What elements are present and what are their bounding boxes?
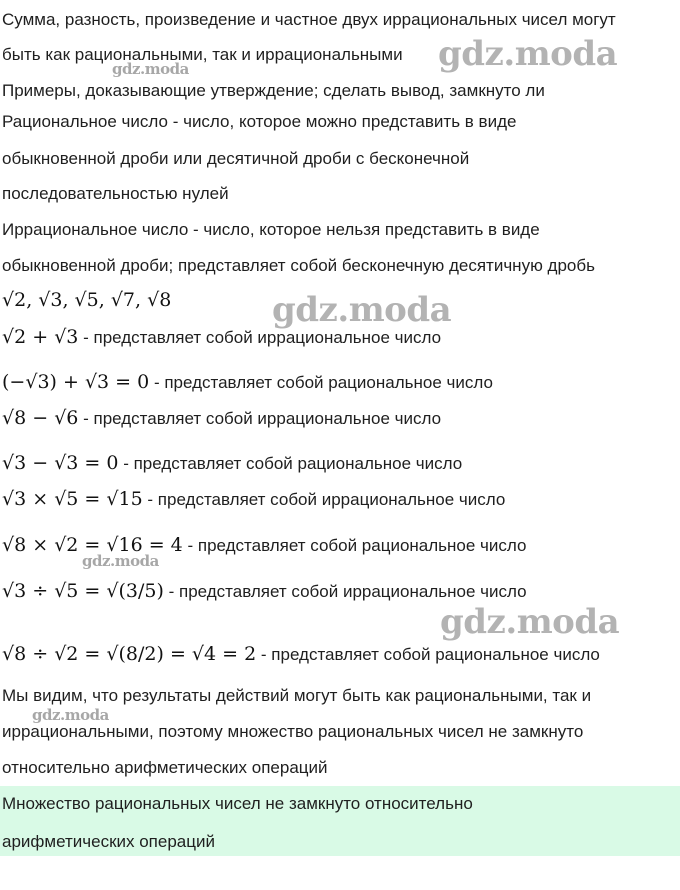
example-2-text: - представляет собой рациональное число bbox=[149, 373, 493, 392]
watermark: gdz.moda bbox=[438, 34, 618, 74]
answer-line-1: Множество рациональных чисел не замкнуто относительно bbox=[2, 794, 473, 813]
example-5 bbox=[2, 489, 680, 510]
watermark: gdz.moda bbox=[82, 552, 159, 570]
watermark: gdz.moda bbox=[272, 290, 452, 330]
answer-line-2: арифметических операций bbox=[2, 832, 215, 851]
example-6-expr: √8 × √2 = √16 = 4 bbox=[2, 535, 183, 556]
watermark: gdz.moda bbox=[440, 602, 620, 642]
intro-line-1: Сумма, разность, произведение и частное двух иррациональных чисел могут bbox=[2, 10, 616, 29]
intro-line-3: Примеры, доказывающие утверждение; сделать вывод, замкнуто ли bbox=[2, 81, 545, 100]
intro-line-5: обыкновенной дроби или десятичной дроби с бесконечной bbox=[2, 149, 470, 168]
roots-list-expr: √2, √3, √5, √7, √8 bbox=[2, 290, 172, 311]
conclusion-line-1: Мы видим, что результаты действий могут быть как рациональными, так и bbox=[2, 686, 592, 705]
watermark: gdz.moda bbox=[112, 60, 189, 78]
conclusion-line-3: относительно арифметических операций bbox=[2, 758, 328, 777]
example-3-text: - представляет собой иррациональное число bbox=[78, 409, 442, 428]
example-5-text: - представляет собой иррациональное число bbox=[142, 490, 506, 509]
intro-line-7: Иррациональное число - число, которое нельзя представить в виде bbox=[2, 220, 540, 239]
example-8-text: - представляет собой рациональное число bbox=[256, 645, 600, 664]
example-4 bbox=[2, 453, 680, 474]
example-3-expr: √8 − √6 bbox=[2, 408, 79, 429]
example-5-expr: √3 × √5 = √15 bbox=[2, 489, 143, 510]
example-2 bbox=[2, 372, 680, 393]
example-6-text: - представляет собой рациональное число bbox=[182, 536, 527, 555]
intro-line-2: быть как рациональными, так и иррациональными bbox=[2, 45, 403, 64]
example-4-text: - представляет собой рациональное число bbox=[118, 454, 463, 473]
answer-box bbox=[0, 786, 680, 856]
example-7 bbox=[2, 581, 680, 602]
intro-line-4: Рациональное число - число, которое можно представить в виде bbox=[2, 112, 517, 131]
example-4-expr: √3 − √3 = 0 bbox=[2, 453, 119, 474]
example-7-expr: √3 ÷ √5 = √(3/5) bbox=[2, 581, 164, 602]
example-1 bbox=[2, 327, 680, 348]
example-1-expr: √2 + √3 bbox=[2, 327, 79, 348]
intro-line-8: обыкновенной дроби; представляет собой бесконечную десятичную дробь bbox=[2, 256, 595, 275]
example-2-expr: (−√3) + √3 = 0 bbox=[2, 372, 150, 393]
watermark: gdz.moda bbox=[32, 706, 109, 724]
example-8-expr: √8 ÷ √2 = √(8/2) = √4 = 2 bbox=[2, 644, 257, 665]
example-7-text: - представляет собой иррациональное число bbox=[163, 582, 527, 601]
intro-line-6: последовательностью нулей bbox=[2, 184, 229, 203]
example-8 bbox=[2, 644, 680, 665]
conclusion-line-2: иррациональными, поэтому множество рациональных чисел не замкнуто bbox=[2, 722, 584, 741]
example-3 bbox=[2, 408, 680, 429]
example-1-text: - представляет собой иррациональное число bbox=[78, 328, 442, 347]
